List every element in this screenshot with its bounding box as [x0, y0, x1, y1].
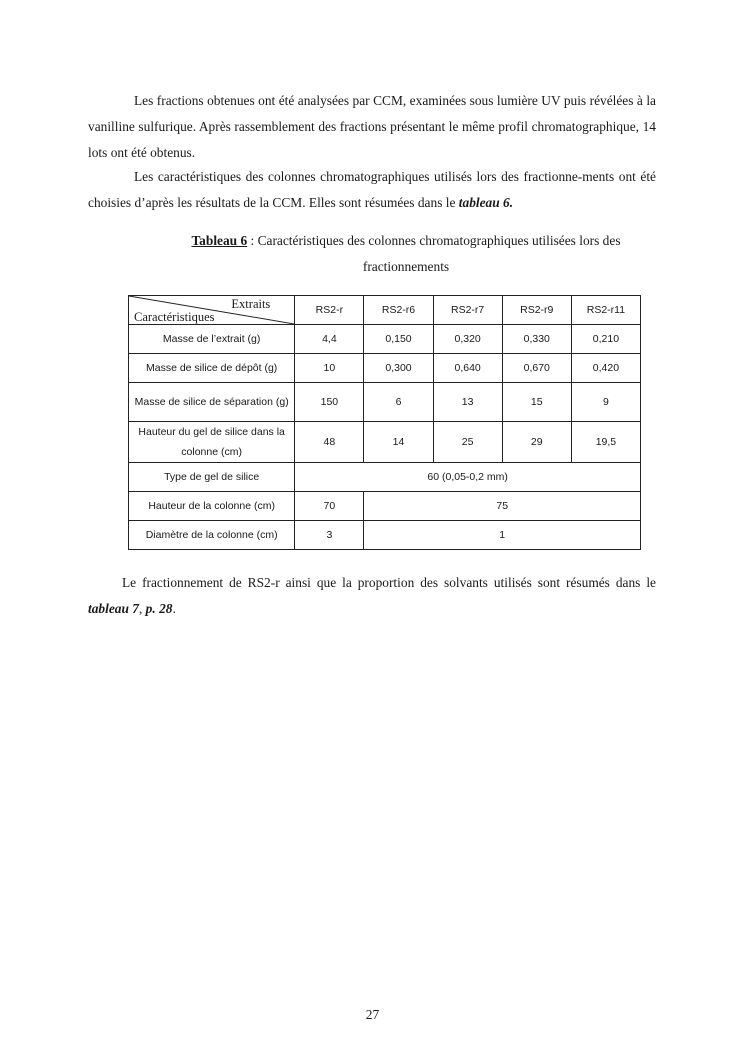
table-cell: 0,640 — [433, 354, 502, 383]
table-cell: 0,420 — [571, 354, 640, 383]
table-row-column-height — [129, 492, 641, 521]
paragraph-fractionnement — [88, 570, 656, 622]
table-corner-cell — [129, 296, 295, 325]
columns-characteristics-table — [128, 295, 641, 550]
corner-label-extraits: Extraits — [231, 297, 271, 311]
table-cell: 3 — [295, 521, 364, 550]
table-cell: 13 — [433, 383, 502, 422]
table-cell: 29 — [502, 422, 571, 463]
table-cell: 4,4 — [295, 325, 364, 354]
row-label: Hauteur de la colonne (cm) — [129, 492, 295, 521]
table-cell: 9 — [571, 383, 640, 422]
column-header: RS2-r6 — [364, 296, 433, 325]
row-label: Hauteur du gel de silice dans la colonne (cm) — [129, 422, 295, 463]
column-header: RS2-r11 — [571, 296, 640, 325]
table-row — [129, 422, 641, 463]
table-cell: 25 — [433, 422, 502, 463]
table-cell-merged: 1 — [364, 521, 641, 550]
paragraph-fractions — [88, 88, 656, 166]
page-number: 27 — [365, 1007, 380, 1022]
table-cell: 0,300 — [364, 354, 433, 383]
row-label: Type de gel de silice — [129, 463, 295, 492]
table-row — [129, 383, 641, 422]
column-header: RS2-r9 — [502, 296, 571, 325]
table-cell: 19,5 — [571, 422, 640, 463]
table-cell-merged: 60 (0,05-0,2 mm) — [295, 463, 641, 492]
table-cell: 70 — [295, 492, 364, 521]
page-reference: p. 28 — [145, 601, 173, 616]
table-7-reference: tableau 7 — [88, 601, 139, 616]
table-cell: 0,150 — [364, 325, 433, 354]
table-row — [129, 354, 641, 383]
table-cell: 14 — [364, 422, 433, 463]
table-cell: 48 — [295, 422, 364, 463]
table-cell: 10 — [295, 354, 364, 383]
table-cell: 0,330 — [502, 325, 571, 354]
table-cell: 0,320 — [433, 325, 502, 354]
table-cell: 6 — [364, 383, 433, 422]
paragraph-caracteristiques — [88, 164, 656, 216]
table-caption-text: : Caractéristiques des colonnes chromatographiques utilisées lors des fractionnements — [247, 233, 621, 274]
table-caption-label: Tableau 6 — [191, 233, 248, 248]
paragraph-caracteristiques-text: Les caractéristiques des colonnes chromatographiques utilisés lors des fractionne-ments ont été choisies d’après les résultats de la CCM. Elles sont résumées dans le — [88, 169, 656, 210]
table-row-gel-type — [129, 463, 641, 492]
table-cell: 15 — [502, 383, 571, 422]
table-caption — [150, 228, 662, 280]
row-label: Masse de l’extrait (g) — [129, 325, 295, 354]
table-cell: 0,670 — [502, 354, 571, 383]
table-cell: 0,210 — [571, 325, 640, 354]
paragraph-fractions-text: Les fractions obtenues ont été analysées par CCM, examinées sous lumière UV puis révélées à la vanilline sulfurique. Après rassemblement des fractions présentant le même profil chromatographique, 14 lots ont été obtenus. — [88, 93, 656, 160]
table-6-reference: tableau 6. — [458, 195, 514, 210]
row-label: Masse de silice de séparation (g) — [129, 383, 295, 422]
table-row — [129, 325, 641, 354]
row-label: Masse de silice de dépôt (g) — [129, 354, 295, 383]
column-header: RS2-r7 — [433, 296, 502, 325]
row-label: Diamètre de la colonne (cm) — [129, 521, 295, 550]
table-row-column-diameter — [129, 521, 641, 550]
table-cell: 150 — [295, 383, 364, 422]
paragraph-end: . — [172, 601, 176, 616]
reference-separator: , — [138, 601, 146, 616]
table-cell-merged: 75 — [364, 492, 641, 521]
table-header-row — [129, 296, 641, 325]
column-header: RS2-r — [295, 296, 364, 325]
paragraph-fractionnement-text: Le fractionnement de RS2-r ainsi que la proportion des solvants utilisés sont résumés dans le — [122, 575, 656, 590]
corner-label-caracteristiques: Caractéristiques — [134, 310, 215, 324]
